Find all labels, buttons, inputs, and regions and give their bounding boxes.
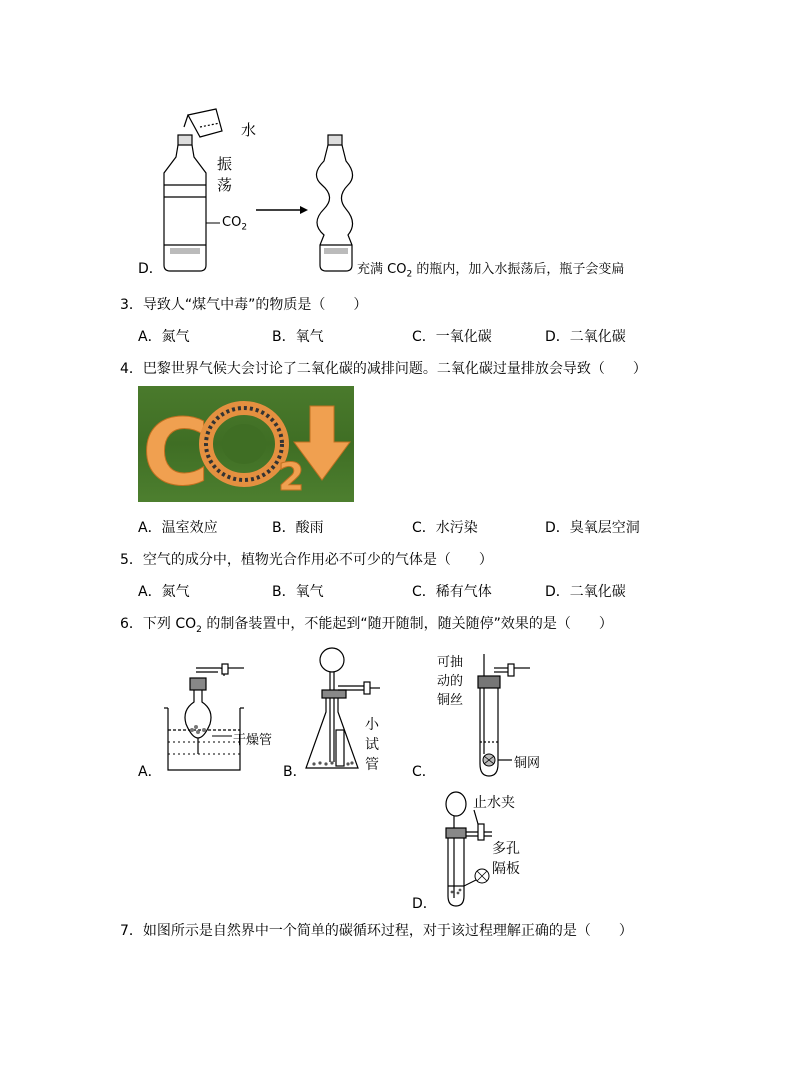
q3-option-d[interactable]: D．二氧化碳 xyxy=(545,329,626,345)
q3-option-c[interactable]: C．一氧化碳 xyxy=(412,329,492,345)
q5-option-b[interactable]: B．氧气 xyxy=(272,584,324,600)
pouring-beaker xyxy=(184,109,222,137)
bottle-caption: 充满 $CO_2$ 的瓶内，加入水振荡后，瓶子会变扁 xyxy=(357,262,625,280)
bottle-after xyxy=(316,135,352,271)
co2-bottle-experiment-figure xyxy=(160,105,360,275)
copper-wire-label-3: 铜丝 xyxy=(437,693,464,708)
photo-big-c: C xyxy=(142,399,210,502)
q4-option-d[interactable]: D．臭氧层空洞 xyxy=(545,520,640,536)
copper-net-label: 铜网 xyxy=(514,756,541,771)
q4-option-c[interactable]: C．水污染 xyxy=(412,520,478,536)
q5-option-a[interactable]: A．氮气 xyxy=(138,584,190,600)
copper-wire-label-1: 可抽 xyxy=(437,655,464,670)
q6-stem: 6．下列 $CO_2$ 的制备装置中，不能起到“随开随制，随关随停”效果的是（ ） xyxy=(120,616,613,635)
q3-stem: 3．导致人“煤气中毒”的物质是（ ） xyxy=(120,297,368,313)
photo-sub-2: 2 xyxy=(278,455,305,499)
water-clip-label: 止水夹 xyxy=(473,795,515,811)
shake-label-1: 振 xyxy=(217,155,233,173)
shake-label-2: 荡 xyxy=(217,176,233,194)
copper-wire-label-2: 动的 xyxy=(437,674,464,689)
option-d-letter: D． xyxy=(138,261,163,277)
q3-option-b[interactable]: B．氧气 xyxy=(272,329,324,345)
co2-photo xyxy=(138,386,354,502)
apparatus-a-drying-tube-in-beaker xyxy=(160,650,260,780)
q5-option-c[interactable]: C．稀有气体 xyxy=(412,584,492,600)
q4-stem: 4．巴黎世界气候大会讨论了二氧化碳的减排问题。二氧化碳过量排放会导致（ ） xyxy=(120,361,647,377)
co2-label: $CO_2$ xyxy=(222,215,248,233)
q4-option-a[interactable]: A．温室效应 xyxy=(138,520,218,536)
q6-option-c[interactable]: C． xyxy=(412,764,436,780)
q4-option-b[interactable]: B．酸雨 xyxy=(272,520,324,536)
q5-stem: 5．空气的成分中，植物光合作用必不可少的气体是（ ） xyxy=(120,552,493,568)
q6-option-d[interactable]: D． xyxy=(412,896,437,912)
q6-option-b[interactable]: B． xyxy=(283,764,307,780)
small-tube-label-2: 试 xyxy=(365,737,379,753)
co2-photo-graphic xyxy=(138,386,354,502)
water-label: 水 xyxy=(241,121,257,139)
q7-stem: 7．如图所示是自然界中一个简单的碳循环过程，对于该过程理解正确的是（ ） xyxy=(120,923,633,939)
small-tube-label-3: 管 xyxy=(365,757,379,773)
small-tube-label-1: 小 xyxy=(365,717,379,733)
q3-option-a[interactable]: A．氮气 xyxy=(138,329,190,345)
q6-option-a[interactable]: A． xyxy=(138,764,162,780)
drying-tube-label: 干燥管 xyxy=(233,733,273,748)
porous-plate-label-1: 多孔 xyxy=(492,841,520,857)
bottle-before xyxy=(164,135,206,271)
q5-option-d[interactable]: D．二氧化碳 xyxy=(545,584,626,600)
porous-plate-label-2: 隔板 xyxy=(492,861,520,877)
